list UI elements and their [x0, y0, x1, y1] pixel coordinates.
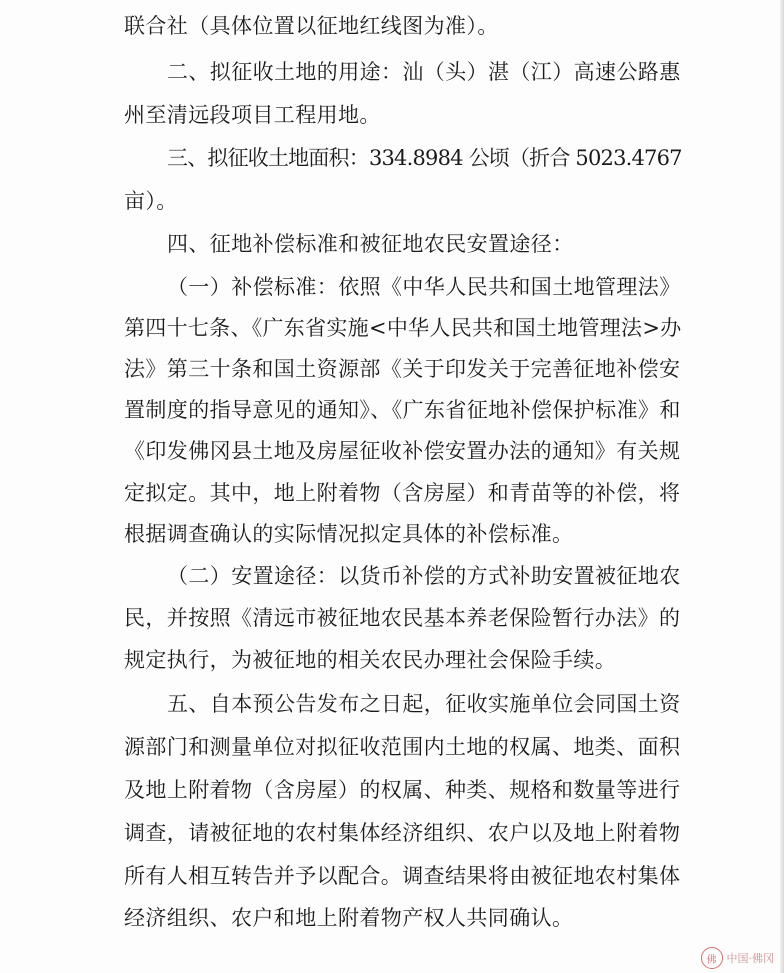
seal-icon: 佛	[701, 947, 723, 969]
text-line: 三、拟征收土地面积：334.8984 公顷（折合 5023.4767	[167, 146, 682, 170]
text-line: 法》第三十条和国土资源部《关于印发关于完善征地补偿安	[124, 357, 681, 381]
text-line: 第四十七条、《广东省实施<中华人民共和国土地管理法>办	[124, 316, 682, 340]
text-line: 联合社（具体位置以征地红线图为准）。	[124, 14, 499, 38]
text-line: 源部门和测量单位对拟征收范围内土地的权属、地类、面积	[124, 735, 681, 759]
text-line: 调查，请被征地的农村集体经济组织、农户以及地上附着物	[124, 821, 681, 845]
text-line: 所有人相互转告并予以配合。调查结果将由被征地农村集体	[124, 864, 681, 888]
text-line: （二）安置途径：以货币补偿的方式补助安置被征地农	[167, 564, 681, 588]
text-line: 州至清远段项目工程用地。	[124, 103, 381, 127]
text-line: 二、拟征收土地的用途：汕（头）湛（江）高速公路惠	[167, 60, 681, 84]
text-line: 《印发佛冈县土地及房屋征收补偿安置办法的通知》有关规	[124, 439, 681, 463]
text-line: 五、自本预公告发布之日起，征收实施单位会同国土资	[167, 692, 681, 716]
text-line: 四、征地补偿标准和被征地农民安置途径：	[167, 232, 574, 256]
page-edge-shadow	[780, 0, 784, 973]
watermark-text: 中国·佛冈	[726, 952, 774, 965]
text-line: 根据调查确认的实际情况拟定具体的补偿标准。	[124, 522, 574, 546]
text-line: 规定执行，为被征地的相关农民办理社会保险手续。	[124, 648, 617, 672]
text-line: 及地上附着物（含房屋）的权属、种类、规格和数量等进行	[124, 778, 681, 802]
watermark	[701, 947, 775, 969]
text-line: （一）补偿标准：依照《中华人民共和国土地管理法》	[167, 275, 681, 299]
text-line: 定拟定。其中，地上附着物（含房屋）和青苗等的补偿，将	[124, 481, 681, 505]
text-line: 亩）。	[124, 189, 178, 213]
text-line: 民，并按照《清远市被征地农民基本养老保险暂行办法》的	[124, 606, 681, 630]
text-line: 经济组织、农户和地上附着物产权人共同确认。	[124, 906, 574, 930]
text-line: 置制度的指导意见的通知》、《广东省征地补偿保护标准》和	[124, 398, 681, 422]
